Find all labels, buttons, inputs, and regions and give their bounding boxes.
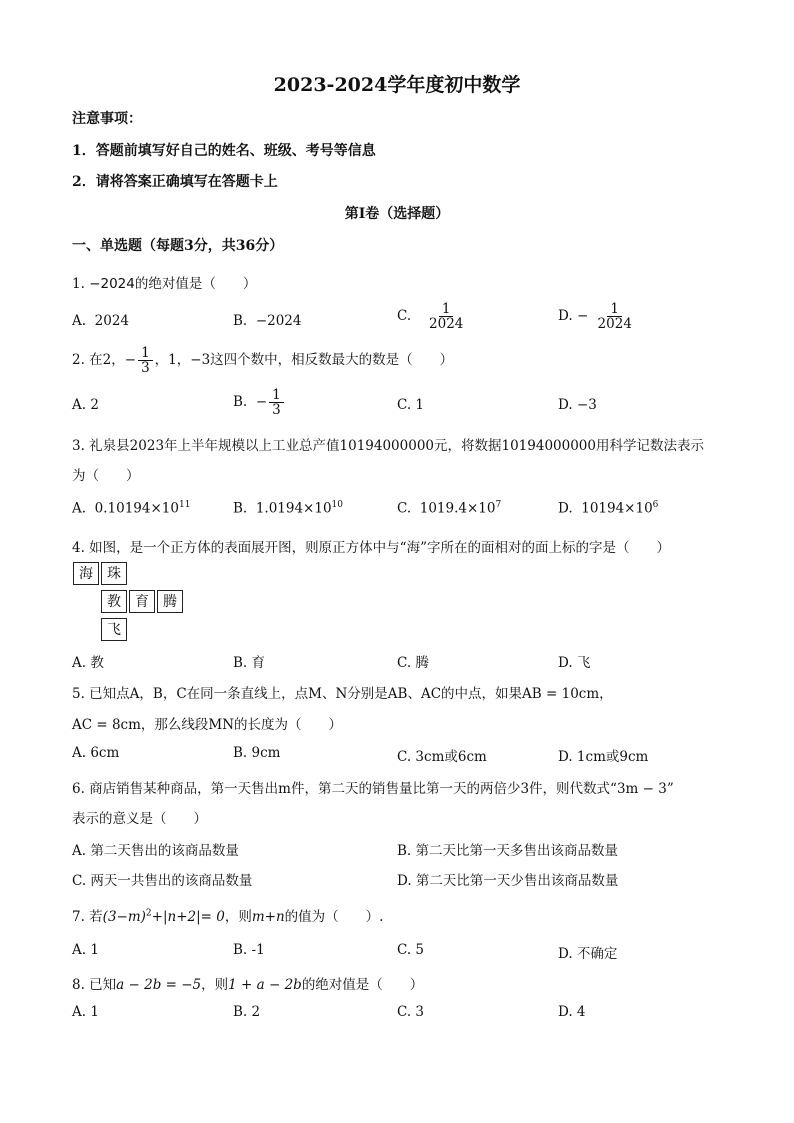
q2-option-b[interactable]: B. − $\frac{1}{3}$ xyxy=(233,388,286,417)
q4-option-b[interactable]: B. 育 xyxy=(233,655,266,671)
question-3-line-1: 3. 礼泉县2023年上半年规模以上工业总产值10194000000元，将数据10194000000用科学记数法表示 xyxy=(72,438,704,454)
q2-option-c[interactable]: C. 1 xyxy=(397,397,425,413)
section-title: 一、单选题（每题3分，共36分） xyxy=(72,238,284,254)
q8-option-c[interactable]: C. 3 xyxy=(397,1004,425,1020)
q1-option-c[interactable]: C. $\frac{1}{2024}$ xyxy=(397,301,464,333)
q3-option-a[interactable]: A. $0.10194\times 10^{11}$ xyxy=(72,500,191,517)
q4-option-d[interactable]: D. 飞 xyxy=(558,655,591,671)
q5-option-c[interactable]: C. 3cm或6cm xyxy=(397,749,487,765)
q7-option-c[interactable]: C. 5 xyxy=(397,942,425,958)
q5-option-d[interactable]: D. 1cm或9cm xyxy=(558,749,649,765)
question-6-line-2: 表示的意义是（ ） xyxy=(72,811,207,827)
notice-heading: 注意事项： xyxy=(72,111,142,127)
question-1: 1. −2024的绝对值是（ ） xyxy=(72,276,257,292)
q5-option-b[interactable]: B. 9cm xyxy=(233,745,281,761)
q5-option-a[interactable]: A. 6cm xyxy=(72,745,120,761)
q1-option-a[interactable]: A. 2024 xyxy=(72,313,129,329)
net-cell-6: 飞 xyxy=(101,618,127,641)
q3-option-c[interactable]: C. $1019.4\times 10^7$ xyxy=(397,500,502,517)
q8-option-b[interactable]: B. 2 xyxy=(233,1004,261,1020)
question-4: 4. 如图，是一个正方体的表面展开图，则原正方体中与“海”字所在的面相对的面上标的字是（ ） xyxy=(72,540,670,556)
q4-option-c[interactable]: C. 腾 xyxy=(397,655,429,671)
q4-option-a[interactable]: A. 教 xyxy=(72,655,104,671)
net-cell-5: 腾 xyxy=(157,590,183,613)
q8-option-d[interactable]: D. 4 xyxy=(558,1004,586,1020)
net-cell-2: 珠 xyxy=(101,562,127,585)
question-6-line-1: 6. 商店销售某种商品，第一天售出m件，第二天的销售量比第一天的两倍少3件，则代数式“3m − 3” xyxy=(72,781,674,797)
q2-option-d[interactable]: D. −3 xyxy=(558,397,597,413)
q3-option-d[interactable]: D. $10194\times 10^6$ xyxy=(558,500,659,517)
q8-option-a[interactable]: A. 1 xyxy=(72,1004,99,1020)
question-5-line-1: 5. 已知点A，B，C在同一条直线上，点M、N分别是AB、AC的中点，如果AB = 10cm， xyxy=(72,686,613,702)
q3-option-b[interactable]: B. $1.0194\times 10^{10}$ xyxy=(233,500,343,517)
q6-option-c[interactable]: C. 两天一共售出的该商品数量 xyxy=(72,873,253,889)
net-cell-1: 海 xyxy=(73,562,99,585)
q7-option-b[interactable]: B. -1 xyxy=(233,942,265,958)
question-5-line-2: AC = 8cm，那么线段MN的长度为（ ） xyxy=(72,717,343,733)
volume-title: 第Ⅰ卷（选择题） xyxy=(344,206,450,222)
question-8: 8. 已知a − 2b = −5，则1 + a − 2b的绝对值是（ ） xyxy=(72,977,424,993)
net-cell-3: 教 xyxy=(101,590,127,613)
q2-option-a[interactable]: A. 2 xyxy=(72,397,99,413)
q7-option-a[interactable]: A. 1 xyxy=(72,942,99,958)
notice-item-1: 1．答题前填写好自己的姓名、班级、考号等信息 xyxy=(72,143,376,159)
notice-item-2: 2．请将答案正确填写在答题卡上 xyxy=(72,174,278,190)
q6-option-a[interactable]: A. 第二天售出的该商品数量 xyxy=(72,843,239,859)
q6-option-d[interactable]: D. 第二天比第一天少售出该商品数量 xyxy=(397,873,619,889)
q1-option-b[interactable]: B. −2024 xyxy=(233,313,302,329)
question-2: 2. 在2，− $\frac{1}{3}$ ，1，−3这四个数中，相反数最大的数是（ ） xyxy=(72,345,454,377)
page-title: 2023-2024学年度初中数学 xyxy=(273,74,521,96)
q1-option-d[interactable]: D. − $\frac{1}{2024}$ xyxy=(558,301,632,333)
question-7: 7. 若$(3-m)^2+|n+2|= 0$，则m+n的值为（ ）. xyxy=(72,908,384,925)
q7-option-d[interactable]: D. 不确定 xyxy=(558,946,618,962)
question-3-line-2: 为（ ） xyxy=(72,468,140,484)
net-cell-4: 育 xyxy=(129,590,155,613)
q6-option-b[interactable]: B. 第二天比第一天多售出该商品数量 xyxy=(397,843,619,859)
